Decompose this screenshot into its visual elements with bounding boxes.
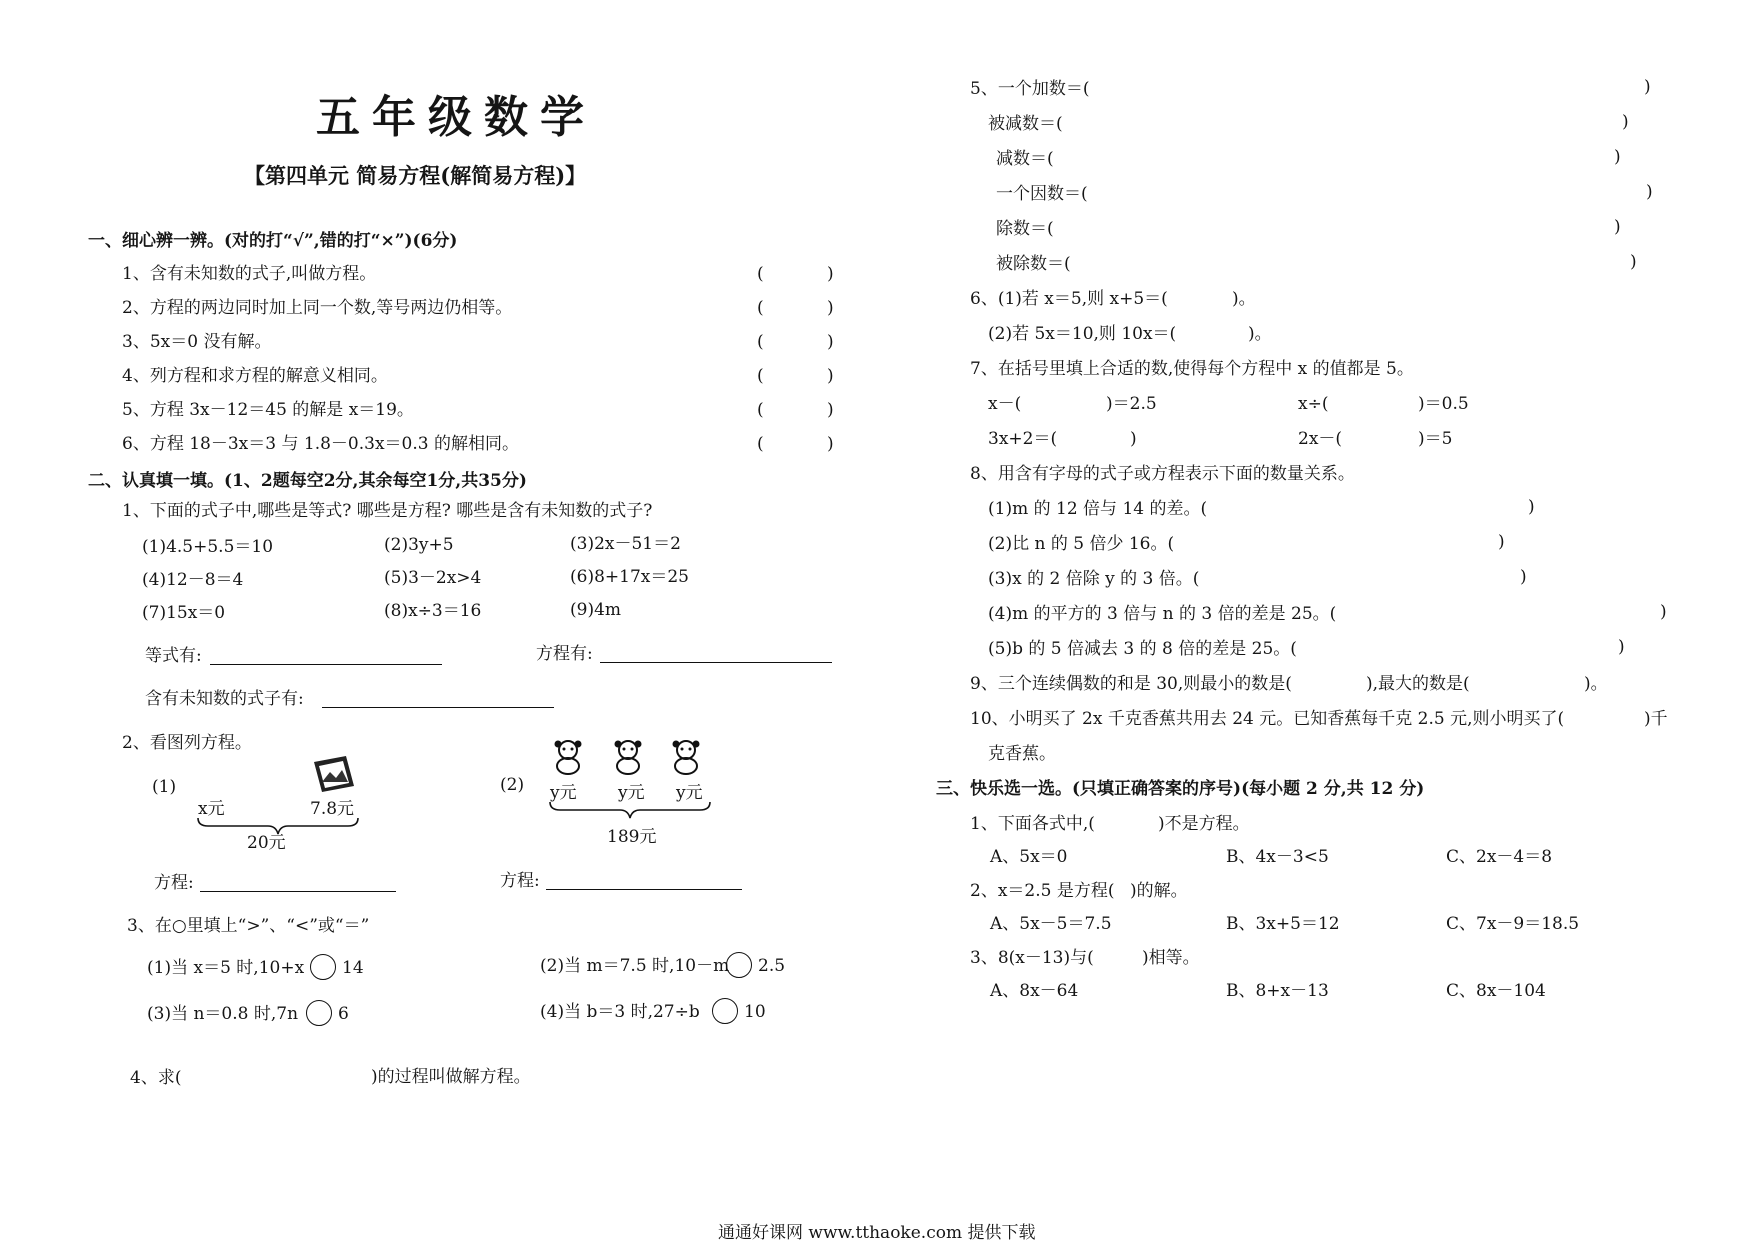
paren-open: ( [757, 264, 764, 284]
fig1-right-label: 7.8元 [310, 799, 355, 819]
q8-item-5: (5)b 的 5 倍减去 3 的 8 倍的差是 25。( [988, 639, 1297, 659]
s1-item-1: 1、含有未知数的式子,叫做方程。 [122, 264, 377, 284]
compare-2-right: 2.5 [758, 956, 786, 976]
q9-part-2: ),最大的数是( [1366, 674, 1470, 694]
q7-item-2-close: )＝0.5 [1418, 394, 1469, 414]
expression-9: (9)4m [570, 600, 622, 620]
compare-4-left: (4)当 b＝3 时,27÷b [540, 1002, 700, 1022]
fig1-answer-label: 方程: [154, 873, 194, 893]
compare-3-left: (3)当 n＝0.8 时,7n [147, 1004, 299, 1024]
expression-6: (6)8+17x＝25 [570, 567, 689, 587]
q7-item-1: x－( [988, 394, 1022, 414]
answer-line-equalities[interactable] [210, 664, 442, 665]
fig1-total-label: 20元 [247, 833, 286, 853]
fig2-brace [548, 800, 712, 820]
paren-close: ) [827, 400, 834, 420]
q5-line-2: 被减数＝( [988, 114, 1063, 134]
q6-line-1: 6、(1)若 x＝5,则 x+5＝( [970, 289, 1168, 309]
s3-q2-pre: 2、x＝2.5 是方程( [970, 881, 1115, 901]
q8-close-4: ) [1660, 602, 1667, 622]
q6-close-2: )。 [1248, 324, 1272, 344]
fig1-number: (1) [152, 777, 177, 797]
q9-part-1: 9、三个连续偶数的和是 30,则最小的数是( [970, 674, 1292, 694]
q5-close-3: ) [1614, 147, 1621, 167]
s2-q2-text: 2、看图列方程。 [122, 733, 252, 753]
section1-heading: 一、细心辨一辨。(对的打“√”,错的打“×”)(6分) [88, 231, 458, 251]
q7-item-2: x÷( [1298, 394, 1329, 414]
expression-7: (7)15x＝0 [142, 603, 226, 623]
expression-8: (8)x÷3＝16 [384, 601, 482, 621]
s3-q2-post: )的解。 [1130, 881, 1188, 901]
fig2-total-label: 189元 [607, 827, 657, 847]
fig1-left-label: x元 [198, 799, 225, 819]
fig2-answer-line[interactable] [546, 889, 742, 890]
s3-q3-option-c[interactable]: C、8x－104 [1446, 981, 1546, 1001]
s3-q1-option-b[interactable]: B、4x－3<5 [1226, 847, 1329, 867]
paren-open: ( [757, 298, 764, 318]
q8-close-1: ) [1528, 497, 1535, 517]
s3-q1-pre: 1、下面各式中,( [970, 814, 1095, 834]
q8-item-3: (3)x 的 2 倍除 y 的 3 倍。( [988, 569, 1200, 589]
s3-q3-option-a[interactable]: A、8x－64 [990, 981, 1079, 1001]
q5-close-4: ) [1646, 182, 1653, 202]
paren-open: ( [757, 400, 764, 420]
fig1-answer-line[interactable] [200, 891, 396, 892]
label-equalities: 等式有: [145, 646, 202, 666]
expression-3: (3)2x－51＝2 [570, 534, 681, 554]
compare-circle-4[interactable] [712, 998, 738, 1024]
expression-1: (1)4.5+5.5＝10 [142, 537, 274, 557]
q6-close-1: )。 [1232, 289, 1256, 309]
q5-line-4: 一个因数＝( [996, 184, 1088, 204]
compare-2-left: (2)当 m＝7.5 时,10－m [540, 956, 730, 976]
fig2-item-label-2: y元 [618, 783, 645, 803]
s1-item-4: 4、列方程和求方程的解意义相同。 [122, 366, 388, 386]
page-subtitle: 【第四单元 简易方程(解简易方程)】 [244, 163, 587, 188]
s1-item-2: 2、方程的两边同时加上同一个数,等号两边仍相等。 [122, 298, 513, 318]
s3-q3-pre: 3、8(x－13)与( [970, 948, 1094, 968]
s2-q4-pre: 4、求( [130, 1068, 182, 1088]
fig2-item-label-3: y元 [676, 783, 703, 803]
q5-close-2: ) [1622, 112, 1629, 132]
q8-item-4: (4)m 的平方的 3 倍与 n 的 3 倍的差是 25。( [988, 604, 1337, 624]
q7-item-3: 3x+2＝( [988, 429, 1058, 449]
expression-5: (5)3－2x>4 [384, 568, 482, 588]
paren-open: ( [757, 434, 764, 454]
q5-line-6: 被除数＝( [996, 254, 1071, 274]
q7-item-1-close: )＝2.5 [1106, 394, 1157, 414]
s2-q4-post: )的过程叫做解方程。 [371, 1067, 531, 1087]
compare-circle-3[interactable] [306, 1000, 332, 1026]
s1-item-3: 3、5x＝0 没有解。 [122, 332, 272, 352]
answer-line-unknowns[interactable] [322, 707, 554, 708]
paren-close: ) [827, 332, 834, 352]
toy-bear-icon [670, 740, 702, 776]
q7-item-4-close: )＝5 [1418, 429, 1453, 449]
q7-text: 7、在括号里填上合适的数,使得每个方程中 x 的值都是 5。 [970, 359, 1414, 379]
s3-q2-option-c[interactable]: C、7x－9＝18.5 [1446, 914, 1580, 934]
s3-q3-option-b[interactable]: B、8+x－13 [1226, 981, 1329, 1001]
s2-q3-text: 3、在○里填上“>”、“<”或“＝” [127, 916, 370, 936]
answer-line-equations[interactable] [600, 662, 832, 663]
expression-4: (4)12－8＝4 [142, 570, 244, 590]
q5-line-1: 5、一个加数＝( [970, 79, 1090, 99]
s1-item-6: 6、方程 18－3x＝3 与 1.8－0.3x＝0.3 的解相同。 [122, 434, 519, 454]
s2-q1-text: 1、下面的式子中,哪些是等式? 哪些是方程? 哪些是含有未知数的式子? [122, 501, 653, 521]
q8-item-2: (2)比 n 的 5 倍少 16。( [988, 534, 1175, 554]
s3-q2-option-a[interactable]: A、5x－5＝7.5 [990, 914, 1112, 934]
q8-text: 8、用含有字母的式子或方程表示下面的数量关系。 [970, 464, 1355, 484]
q10-part-1: 10、小明买了 2x 千克香蕉共用去 24 元。已知香蕉每千克 2.5 元,则小明买了( [970, 709, 1565, 729]
label-unknowns: 含有未知数的式子有: [145, 689, 304, 709]
compare-1-right: 14 [342, 958, 364, 978]
compare-circle-2[interactable] [726, 952, 752, 978]
paren-close: ) [827, 366, 834, 386]
footer-credit: 通通好课网 www.tthaoke.com 提供下载 [718, 1223, 1036, 1243]
q8-close-3: ) [1520, 567, 1527, 587]
s3-q1-option-a[interactable]: A、5x＝0 [990, 847, 1068, 867]
q5-close-5: ) [1614, 217, 1621, 237]
book-icon [310, 754, 356, 794]
q8-close-5: ) [1618, 637, 1625, 657]
paren-open: ( [757, 366, 764, 386]
compare-1-left: (1)当 x＝5 时,10+x [147, 958, 305, 978]
section3-heading: 三、快乐选一选。(只填正确答案的序号)(每小题 2 分,共 12 分) [936, 779, 1425, 799]
toy-bear-icon [552, 740, 584, 776]
compare-circle-1[interactable] [310, 954, 336, 980]
q5-line-5: 除数＝( [996, 219, 1054, 239]
compare-3-right: 6 [338, 1004, 349, 1024]
q5-close-6: ) [1630, 252, 1637, 272]
toy-bear-icon [612, 740, 644, 776]
s3-q1-option-c[interactable]: C、2x－4＝8 [1446, 847, 1553, 867]
q7-item-3-close: ) [1130, 429, 1137, 449]
section2-heading: 二、认真填一填。(1、2题每空2分,其余每空1分,共35分) [88, 471, 527, 491]
paren-open: ( [757, 332, 764, 352]
page-title: 五年级数学 [316, 92, 596, 143]
q10-part-2: )千 [1644, 709, 1668, 729]
paren-close: ) [827, 434, 834, 454]
paren-close: ) [827, 264, 834, 284]
fig2-answer-label: 方程: [500, 871, 540, 891]
s3-q3-post: )相等。 [1142, 948, 1200, 968]
fig2-number: (2) [500, 775, 525, 795]
s1-item-5: 5、方程 3x－12＝45 的解是 x＝19。 [122, 400, 414, 420]
q9-part-3: )。 [1584, 674, 1608, 694]
q5-line-3: 减数＝( [996, 149, 1054, 169]
q5-close-1: ) [1644, 77, 1651, 97]
expression-2: (2)3y+5 [384, 535, 454, 555]
q6-line-2: (2)若 5x＝10,则 10x＝( [988, 324, 1177, 344]
s3-q1-post: )不是方程。 [1158, 814, 1250, 834]
q10-part-3: 克香蕉。 [988, 744, 1056, 764]
q8-item-1: (1)m 的 12 倍与 14 的差。( [988, 499, 1208, 519]
paren-close: ) [827, 298, 834, 318]
q7-item-4: 2x－( [1298, 429, 1343, 449]
s3-q2-option-b[interactable]: B、3x+5＝12 [1226, 914, 1340, 934]
q8-close-2: ) [1498, 532, 1505, 552]
label-equations: 方程有: [536, 644, 593, 664]
fig2-item-label-1: y元 [550, 783, 577, 803]
compare-4-right: 10 [744, 1002, 766, 1022]
